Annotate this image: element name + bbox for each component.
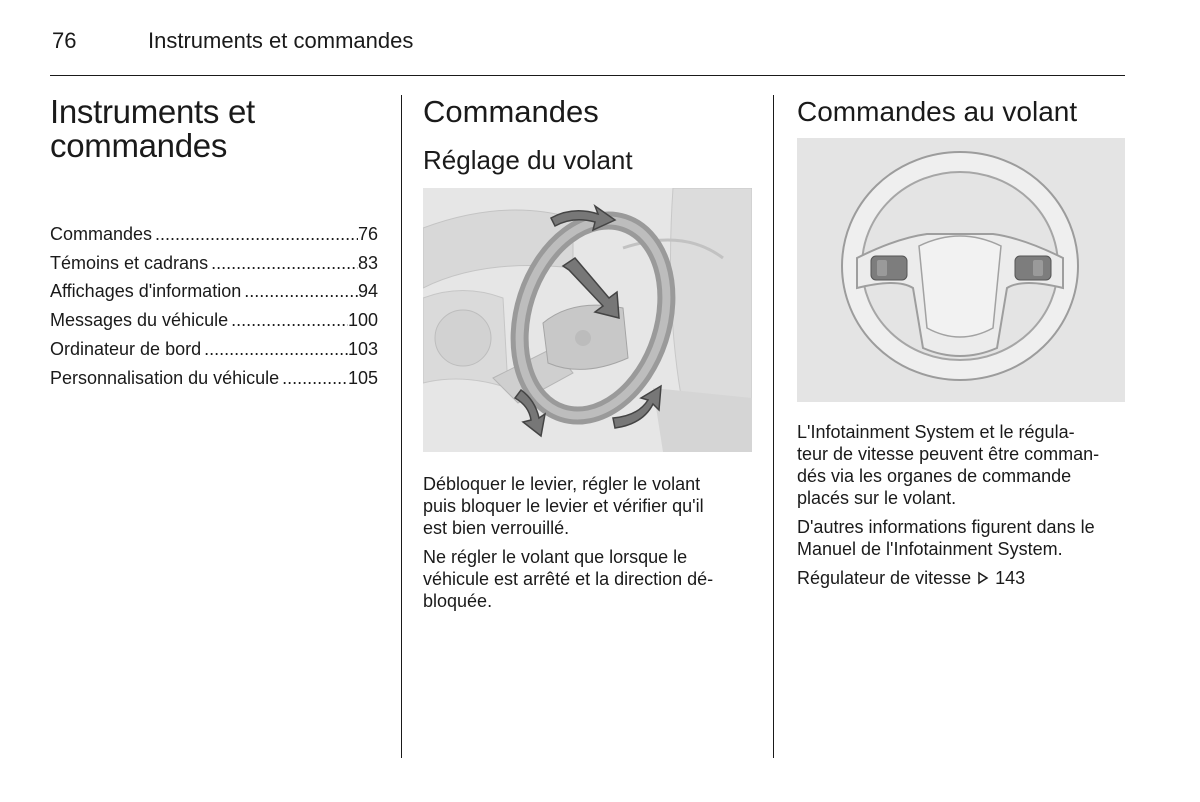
toc-leader xyxy=(228,306,348,335)
toc-entry-page: 83 xyxy=(357,252,378,273)
cruise-control-xref[interactable] xyxy=(797,567,1127,589)
toc-entry[interactable] xyxy=(50,249,378,278)
section-title: Commandes xyxy=(423,94,599,129)
steering-wheel-controls-illustration xyxy=(797,138,1125,402)
toc-entry[interactable] xyxy=(50,364,378,393)
steering-adjust-illustration xyxy=(423,188,752,452)
subsection-title: Réglage du volant xyxy=(423,145,633,175)
adjust-instructions: Débloquer le levier, régler le volant puis bloquer le levier et vérifier qu'il est bien verrouillé. xyxy=(423,474,704,538)
toc-entry-title: Commandes xyxy=(50,224,153,244)
toc-entry-title: Affichages d'information xyxy=(50,281,242,302)
column-divider-2 xyxy=(773,95,774,758)
toc-entry[interactable] xyxy=(50,277,378,306)
infotainment-reference: D'autres informations figurent dans le Manuel de l'Infotainment System. xyxy=(797,517,1095,559)
controls-column xyxy=(797,95,1127,589)
toc-entry[interactable] xyxy=(50,335,378,364)
controls-description: L'Infotainment System et le régula- teur de vitesse peuvent être comman- dés via les organes de commande placés sur le volant. xyxy=(797,422,1100,508)
toc-entry-title: Messages du véhicule xyxy=(50,310,229,331)
toc-entry-title: Ordinateur de bord xyxy=(50,338,202,359)
section-title: Commandes au volant xyxy=(797,96,1078,127)
toc-leader xyxy=(241,277,358,306)
toc-entry[interactable] xyxy=(50,220,378,249)
column-divider-1 xyxy=(401,95,402,758)
toc-entry-page: 105 xyxy=(347,367,378,388)
header-rule xyxy=(50,75,1125,76)
toc-leader xyxy=(201,335,348,364)
toc-leader xyxy=(208,249,358,278)
toc-entry[interactable] xyxy=(50,306,378,335)
toc-entry-page: 100 xyxy=(347,310,378,331)
chapter-toc xyxy=(50,220,378,392)
chapter-column xyxy=(50,95,378,392)
toc-entry-page: 76 xyxy=(357,224,378,244)
chapter-title-line2: commandes xyxy=(50,127,228,164)
page-number: 76 xyxy=(52,28,77,53)
chapter-title-line1: Instruments et xyxy=(50,93,255,130)
running-title: Instruments et commandes xyxy=(148,28,414,53)
page-reference-icon xyxy=(976,571,990,585)
toc-entry-page: 94 xyxy=(357,281,378,302)
adjust-warning: Ne régler le volant que lorsque le véhicule est arrêté et la direction dé- bloquée. xyxy=(423,547,714,611)
chapter-title xyxy=(50,95,378,163)
xref-label: Régulateur de vitesse xyxy=(797,568,972,588)
toc-entry-title: Personnalisation du véhicule xyxy=(50,367,280,388)
adjustment-column xyxy=(423,95,753,612)
toc-leader xyxy=(152,220,358,249)
toc-leader xyxy=(279,364,348,393)
page-header xyxy=(50,26,1125,76)
toc-entry-page: 103 xyxy=(347,338,378,359)
xref-page: 143 xyxy=(995,568,1026,588)
toc-entry-title: Témoins et cadrans xyxy=(50,252,209,273)
